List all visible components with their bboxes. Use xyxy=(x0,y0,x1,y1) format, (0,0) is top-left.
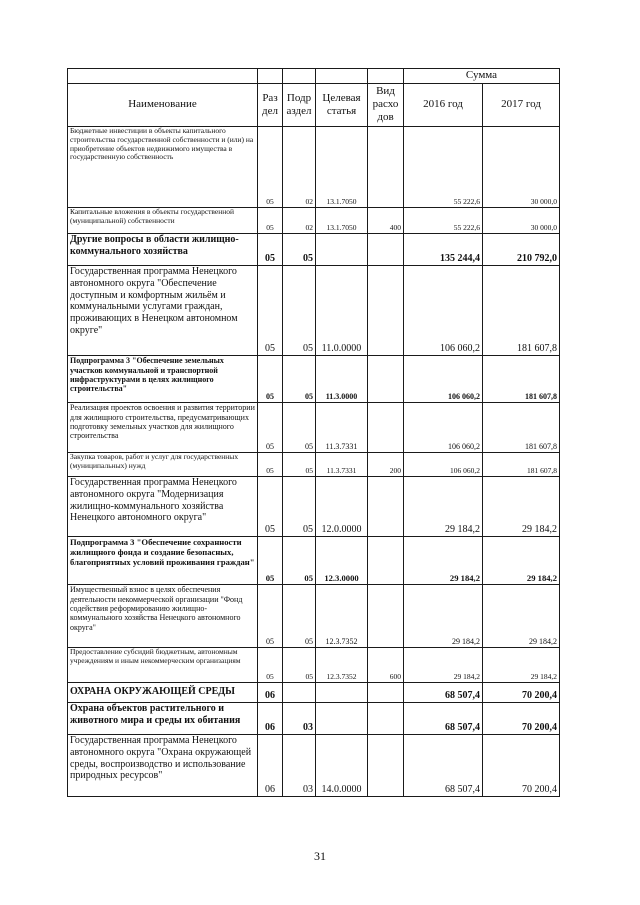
row-vid xyxy=(368,234,404,266)
row-2016: 29 184,2 xyxy=(404,477,483,537)
row-name: Закупка товаров, работ и услуг для государственных (муниципальных) нужд xyxy=(68,453,258,477)
row-vid xyxy=(368,403,404,453)
header-row xyxy=(68,84,560,127)
table-row xyxy=(68,266,560,356)
table-row xyxy=(68,477,560,537)
table-row xyxy=(68,648,560,683)
row-2017: 29 184,2 xyxy=(483,537,560,585)
row-vid xyxy=(368,683,404,703)
row-name: Капитальные вложения в объекты государственной (муниципальной) собственности xyxy=(68,208,258,234)
table-row xyxy=(68,585,560,648)
row-target: 14.0.0000 xyxy=(316,735,368,797)
row-2017: 29 184,2 xyxy=(483,477,560,537)
row-podrazdel: 03 xyxy=(283,735,316,797)
table-row xyxy=(68,453,560,477)
row-2016: 106 060,2 xyxy=(404,453,483,477)
row-razdel: 06 xyxy=(258,683,283,703)
header-2016: 2016 год xyxy=(404,84,483,127)
row-razdel: 06 xyxy=(258,703,283,735)
row-vid: 200 xyxy=(368,453,404,477)
row-razdel: 05 xyxy=(258,477,283,537)
row-target: 13.1.7050 xyxy=(316,208,368,234)
row-2017: 29 184,2 xyxy=(483,648,560,683)
table-row xyxy=(68,127,560,208)
header-row-top xyxy=(68,69,560,84)
row-podrazdel: 05 xyxy=(283,648,316,683)
row-podrazdel: 05 xyxy=(283,356,316,403)
header-summa: Сумма xyxy=(404,69,560,84)
row-2016: 135 244,4 xyxy=(404,234,483,266)
row-target: 11.0.0000 xyxy=(316,266,368,356)
row-vid xyxy=(368,537,404,585)
row-2016: 106 060,2 xyxy=(404,356,483,403)
row-razdel: 05 xyxy=(258,537,283,585)
row-2016: 106 060,2 xyxy=(404,266,483,356)
row-2017: 29 184,2 xyxy=(483,585,560,648)
row-podrazdel xyxy=(283,683,316,703)
row-razdel: 05 xyxy=(258,648,283,683)
row-vid: 400 xyxy=(368,208,404,234)
row-vid xyxy=(368,703,404,735)
row-2016: 68 507,4 xyxy=(404,735,483,797)
row-name: Государственная программа Ненецкого автономного округа "Обеспечение доступным и комфортным жильём и коммунальными услугами граждан, проживающих в Ненецком автономном округе" xyxy=(68,266,258,356)
row-podrazdel: 05 xyxy=(283,585,316,648)
row-target: 12.3.7352 xyxy=(316,648,368,683)
row-name: Предоставление субсидий бюджетным, автономным учреждениям и иным некоммерческим организациям xyxy=(68,648,258,683)
row-razdel: 05 xyxy=(258,453,283,477)
row-razdel: 05 xyxy=(258,356,283,403)
row-vid xyxy=(368,735,404,797)
header-podrazdel: Подр аздел xyxy=(283,84,316,127)
row-podrazdel: 03 xyxy=(283,703,316,735)
row-name: Реализация проектов освоения и развития территории для жилищного строительства, предусматривающих подготовку земельных участков для жилищного строительства xyxy=(68,403,258,453)
row-target: 12.0.0000 xyxy=(316,477,368,537)
row-vid xyxy=(368,477,404,537)
row-2017: 181 607,8 xyxy=(483,356,560,403)
page-number: 31 xyxy=(314,849,326,863)
row-razdel: 06 xyxy=(258,735,283,797)
row-podrazdel: 05 xyxy=(283,403,316,453)
row-vid xyxy=(368,266,404,356)
table-row xyxy=(68,356,560,403)
row-2017: 30 000,0 xyxy=(483,208,560,234)
row-razdel: 05 xyxy=(258,234,283,266)
row-target: 12.3.7352 xyxy=(316,585,368,648)
row-target: 11.3.7331 xyxy=(316,403,368,453)
row-razdel: 05 xyxy=(258,585,283,648)
row-2017: 70 200,4 xyxy=(483,703,560,735)
header-name: Наименование xyxy=(68,84,258,127)
row-2017: 210 792,0 xyxy=(483,234,560,266)
row-razdel: 05 xyxy=(258,266,283,356)
table-row xyxy=(68,234,560,266)
row-name: Имущественный взнос в целях обеспечения деятельности некоммерческой организации "Фонд содействия реформированию жилищно-коммунального хозяйства Ненецкого автономного округа" xyxy=(68,585,258,648)
row-2017: 70 200,4 xyxy=(483,683,560,703)
row-razdel: 05 xyxy=(258,403,283,453)
row-podrazdel: 05 xyxy=(283,234,316,266)
row-2016: 29 184,2 xyxy=(404,585,483,648)
row-vid xyxy=(368,127,404,208)
header-vid: Вид расхо дов xyxy=(368,84,404,127)
row-2016: 55 222,6 xyxy=(404,127,483,208)
table-row xyxy=(68,683,560,703)
row-razdel: 05 xyxy=(258,208,283,234)
table-row xyxy=(68,735,560,797)
row-vid xyxy=(368,585,404,648)
row-2016: 29 184,2 xyxy=(404,648,483,683)
row-2016: 68 507,4 xyxy=(404,703,483,735)
header-target: Целевая статья xyxy=(316,84,368,127)
row-2017: 181 607,8 xyxy=(483,403,560,453)
table-row xyxy=(68,703,560,735)
row-target: 12.3.0000 xyxy=(316,537,368,585)
row-razdel: 05 xyxy=(258,127,283,208)
row-2017: 30 000,0 xyxy=(483,127,560,208)
row-podrazdel: 05 xyxy=(283,537,316,585)
row-podrazdel: 02 xyxy=(283,127,316,208)
row-vid xyxy=(368,356,404,403)
row-2016: 55 222,6 xyxy=(404,208,483,234)
row-name: Подпрограмма 3 "Обеспечение земельных участков коммунальной и транспортной инфраструктурами в целях жилищного строительства" xyxy=(68,356,258,403)
row-name: Другие вопросы в области жилищно-коммунального хозяйства xyxy=(68,234,258,266)
header-razdel: Раз дел xyxy=(258,84,283,127)
table-row xyxy=(68,537,560,585)
row-name: Подпрограмма 3 "Обеспечение сохранности жилищного фонда и создание безопасных, благоприятных условий проживания граждан" xyxy=(68,537,258,585)
budget-table xyxy=(67,68,560,797)
row-vid: 600 xyxy=(368,648,404,683)
row-target xyxy=(316,683,368,703)
table-row xyxy=(68,403,560,453)
row-target xyxy=(316,234,368,266)
row-podrazdel: 02 xyxy=(283,208,316,234)
row-2017: 70 200,4 xyxy=(483,735,560,797)
row-name: Государственная программа Ненецкого автономного округа "Охрана окружающей среды, воспроизводство и использование природных ресурсов" xyxy=(68,735,258,797)
row-name: ОХРАНА ОКРУЖАЮЩЕЙ СРЕДЫ xyxy=(68,683,258,703)
row-2016: 29 184,2 xyxy=(404,537,483,585)
row-target: 11.3.7331 xyxy=(316,453,368,477)
header-2017: 2017 год xyxy=(483,84,560,127)
row-name: Охрана объектов растительного и животного мира и среды их обитания xyxy=(68,703,258,735)
row-2016: 106 060,2 xyxy=(404,403,483,453)
row-2016: 68 507,4 xyxy=(404,683,483,703)
row-target xyxy=(316,703,368,735)
row-target: 13.1.7050 xyxy=(316,127,368,208)
row-2017: 181 607,8 xyxy=(483,266,560,356)
row-podrazdel: 05 xyxy=(283,453,316,477)
row-podrazdel: 05 xyxy=(283,266,316,356)
row-podrazdel: 05 xyxy=(283,477,316,537)
row-name: Бюджетные инвестиции в объекты капитального строительства государственной собственности и (или) на приобретение объектов недвижимого имущества в государственную собственность xyxy=(68,127,258,208)
row-name: Государственная программа Ненецкого автономного округа "Модернизация жилищно-коммунального хозяйства Ненецкого автономного округа" xyxy=(68,477,258,537)
row-2017: 181 607,8 xyxy=(483,453,560,477)
table-row xyxy=(68,208,560,234)
row-target: 11.3.0000 xyxy=(316,356,368,403)
